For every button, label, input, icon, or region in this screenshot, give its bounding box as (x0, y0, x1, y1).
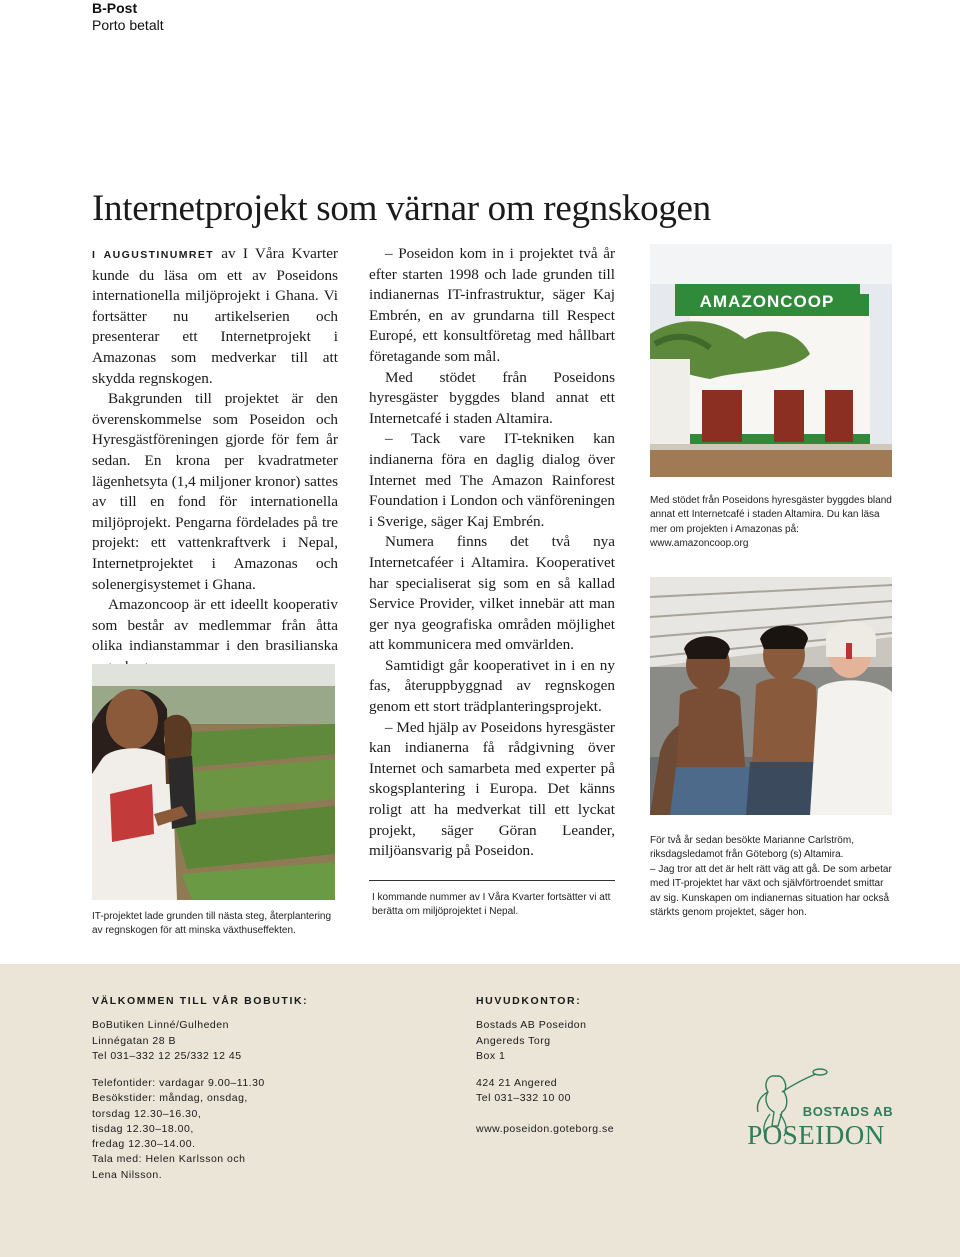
paragraph (92, 244, 338, 389)
article-column-2 (369, 244, 615, 862)
paragraph: Amazoncoop är ett ideellt kooperativ som består av medlemmar från åtta olika indianstammar i den brasilianska (92, 596, 338, 655)
hq-address-line: Box 1 (476, 1049, 506, 1062)
building-sign: AMAZONCOOP (699, 292, 835, 311)
paragraph: Med stödet från Poseidons hyresgäster byggdes bland annat ett Internetcafé i staden Altamira. (369, 368, 615, 427)
paragraph: – Poseidon kom in i projektet två år efter starten 1998 och lade grunden till indianernas IT-infrastruktur, säger Kaj Embrén, en av grundarna till Respect Europé, ett konsultföretag med hållbart företagande som mål. (369, 245, 615, 365)
shop-address-line: Linnégatan 28 B (92, 1034, 176, 1047)
photo-caption: IT-projektet lade grunden till nästa steg, återplantering av regnskogen för att minska växthuseffekten. (92, 911, 332, 937)
hq-heading: HUVUDKONTOR: (476, 995, 582, 1007)
hq-contact (476, 1076, 614, 1137)
hq-postal: 424 21 Angered (476, 1077, 558, 1089)
postage-mark (92, 0, 164, 34)
headline: Internetprojekt som värnar om regnskogen (92, 188, 711, 229)
website-link[interactable]: www.poseidon.goteborg.se (476, 1122, 615, 1135)
hours-line: Tala med: Helen Karlsson och (92, 1153, 246, 1166)
next-issue-note: I kommande nummer av I Våra Kvarter fortsätter vi att berätta om miljöprojektet i Nepal. (372, 892, 611, 918)
hq-address-line: Angereds Torg (476, 1034, 551, 1047)
shop-phone: Tel 031–332 12 25/332 12 45 (92, 1049, 242, 1062)
hours-line: tisdag 12.30–18.00, (92, 1122, 194, 1135)
postage-line-2: Porto betalt (92, 17, 164, 33)
photo-caption (650, 834, 895, 920)
paragraph: Bakgrunden till projektet är den överenskommelse som Poseidon och Hyresgästföreningen gjorde för fem år sedan. En krona per kvadratmeter lägenhetsyta (1,4 miljoner kronor) sattes av till en fond för internationella miljöprojekt. Pengarna fördelades på tre projekt: ett vattenkraftverk i Nepal, Internetprojektet i Amazonas och solenergisystemet i Ghana. (92, 390, 338, 593)
shop-hours (92, 1076, 265, 1183)
hq-info (476, 994, 587, 1064)
hours-line: fredag 12.30–14.00. (92, 1138, 196, 1151)
shop-info (92, 994, 308, 1064)
paragraph-text: av I Våra Kvarter kunde du läsa om ett av Poseidons internationella miljöprojekt i Ghana. Vi fortsätter nu artikelserien och presenterar ett Internetprojekt i Amazonas som medverkar till att skydda regnskogen. (92, 245, 338, 387)
photo-tree-nursery (92, 664, 335, 900)
photo-amazoncoop-building (650, 244, 892, 477)
hq-address-line: Bostads AB Poseidon (476, 1019, 587, 1032)
divider (369, 880, 615, 881)
logo-line-2: POSEIDON (747, 1120, 885, 1150)
hq-phone: Tel 031–332 10 00 (476, 1092, 571, 1105)
poseidon-logo (744, 1064, 896, 1150)
lead-in-caps: I AUGUSTINUMRET (92, 249, 215, 261)
shop-address-line: BoButiken Linné/Gulheden (92, 1019, 229, 1032)
article-column-1 (92, 244, 338, 677)
paragraph: – Med hjälp av Poseidons hyresgäster kan indianerna få rådgivning över Internet och samarbeta med experter på skogsplantering i Europa. Det känns roligt att ha medverkat till ett lyckat projekt, säger Göran Leander, miljöansvarig på Poseidon. (369, 718, 615, 860)
logo-line-1: BOSTADS AB (802, 1104, 894, 1119)
shop-heading: VÄLKOMMEN TILL VÅR BOBUTIK: (92, 995, 309, 1007)
postage-line-1: B-Post (92, 0, 138, 16)
paragraph: Numera finns det två nya Internetcaféer i Altamira. Kooperativet har specialiserat sig som en så kallad Service Provider, vilket innebär att man ger nya geografiska områden möjlighet att kommunicera med omvärlden. (369, 533, 615, 654)
hours-line: Telefontider: vardagar 9.00–11.30 (92, 1077, 265, 1089)
caption-paragraph: – Jag tror att det är helt rätt väg att gå. De som arbetar med IT-projektet har växt och självförtroendet smittar av sig. Kunskapen om indianernas situation har också stärkts genom projektet, säger hon. (650, 863, 892, 919)
hours-line: Besökstider: måndag, onsdag, (92, 1092, 248, 1105)
hours-line: Lena Nilsson. (92, 1168, 163, 1181)
caption-paragraph: För två år sedan besökte Marianne Carlström, riksdagsledamot från Göteborg (s) Altamira. (650, 835, 854, 861)
paragraph: – Tack vare IT-tekniken kan indianerna föra en daglig dialog över Internet med The Amazon Rainforest Foundation i London och vänföreningen i Sverige, säger Kaj Embrén. (369, 430, 615, 530)
photo-caption: Med stödet från Poseidons hyresgäster byggdes bland annat ett Internetcafé i staden Altamira. Du kan läsa mer om projekten i Amazonas på: www.amazoncoop.org (650, 495, 892, 550)
photo-visit-group (650, 577, 892, 815)
hours-line: torsdag 12.30–16.30, (92, 1107, 202, 1120)
paragraph: Samtidigt går kooperativet in i en ny fas, återuppbyggnad av regnskogen genom ett stort trädplanteringsprojekt. (369, 656, 615, 716)
